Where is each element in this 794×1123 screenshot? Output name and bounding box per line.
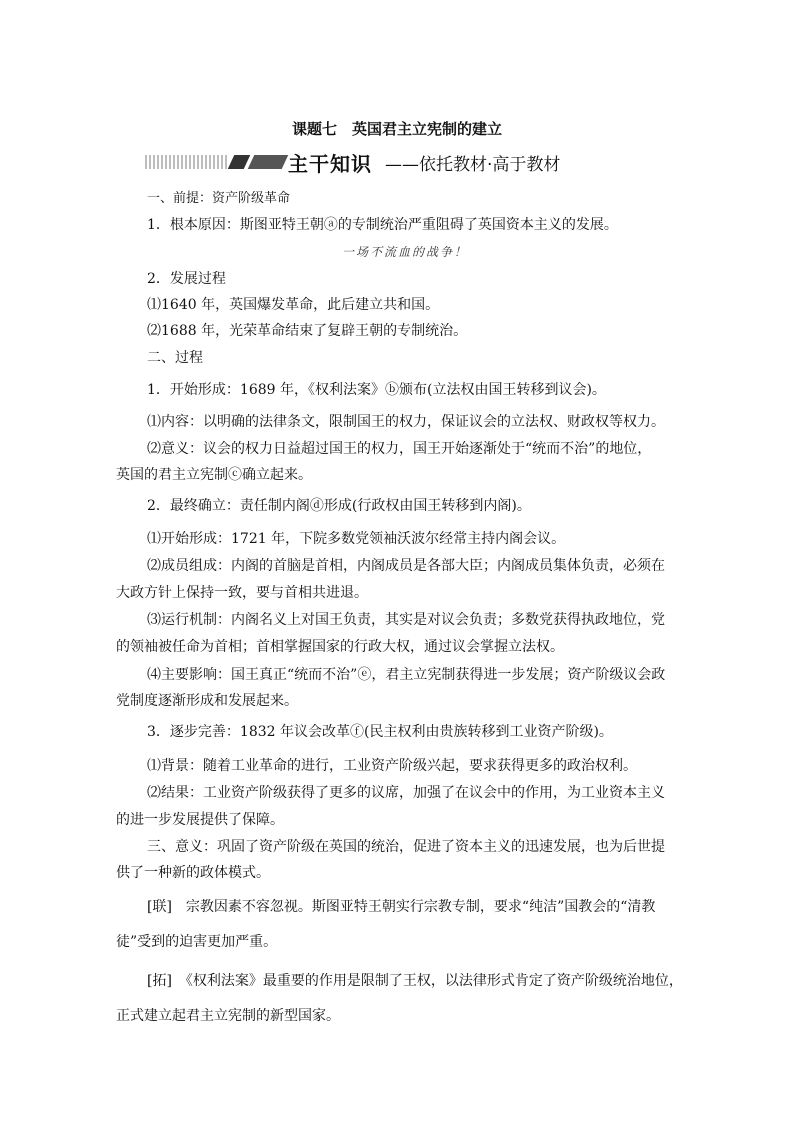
banner-subtitle: ——依托教材·高于教材 (385, 155, 561, 175)
paragraph-line: 英国的君主立宪制ⓒ确立起来。 (116, 467, 312, 483)
paragraph-line: ⑵意义：议会的权力日益超过国王的权力，国王开始逐渐处于“统而不治”的地位， (147, 441, 652, 457)
paragraph-line: ⑴1640 年，英国爆发革命，此后建立共和国。 (147, 297, 440, 313)
paragraph-line: ⑵结果：工业资产阶级获得了更多的议席，加强了在议会中的作用，为工业资本主义 (147, 785, 665, 801)
banner-bar-decoration (248, 155, 289, 169)
paragraph-line: ⑵成员组成：内阁的首脑是首相，内阁成员是各部大臣；内阁成员集体负责，必须在 (147, 558, 665, 574)
paragraph-line: 1．根本原因：斯图亚特王朝ⓐ的专制统治严重阻碍了英国资本主义的发展。 (147, 217, 618, 233)
paragraph-line: 大政方针上保持一致，要与首相共进退。 (116, 585, 368, 601)
paragraph-line: 三、意义：巩固了资产阶级在英国的统治，促进了资本主义的迅速发展，也为后世提 (147, 839, 665, 855)
section-heading: 二、过程 (147, 350, 203, 366)
paragraph-line: ⑴开始形成：1721 年，下院多数党领袖沃波尔经常主持内阁会议。 (147, 531, 566, 547)
paragraph-line: ⑴背景：随着工业革命的进行，工业资产阶级兴起，要求获得更多的政治权利。 (147, 758, 637, 774)
note-line: [联] 宗教因素不容忽视。斯图亚特王朝实行宗教专制，要求“纯洁”国教会的“清教 (147, 899, 656, 915)
banner-bar-decoration (228, 155, 251, 169)
page-title: 课题七 英国君主立宪制的建立 (291, 120, 502, 138)
paragraph-line: ⑷主要影响：国王真正“统而不治”ⓔ，君主立宪制获得进一步发展；资产阶级议会政 (147, 667, 666, 683)
note-line: 正式建立起君主立宪制的新型国家。 (116, 1008, 340, 1024)
paragraph-line: 党制度逐渐形成和发展起来。 (116, 693, 298, 709)
section-banner (145, 148, 665, 176)
banner-stripes-decoration (145, 155, 227, 169)
paragraph-line: ⑶运行机制：内阁名义上对国王负责，其实是对议会负责；多数党获得执政地位，党 (147, 612, 665, 628)
note-line: 徒”受到的迫害更加严重。 (116, 934, 278, 950)
paragraph-line: 供了一种新的政体模式。 (116, 865, 270, 881)
paragraph-line: 1．开始形成：1689 年，《权利法案》ⓑ颁布(立法权由国王转移到议会)。 (147, 382, 606, 398)
paragraph-line: 的领袖被任命为首相；首相掌握国家的行政大权，通过议会掌握立法权。 (116, 639, 564, 655)
note-line: [拓] 《权利法案》最重要的作用是限制了王权，以法律形式肯定了资产阶级统治地位， (147, 973, 683, 989)
paragraph-line: 3．逐步完善：1832 年议会改革ⓕ(民主权利由贵族转移到工业资产阶级)。 (147, 724, 613, 740)
banner-label: 主干知识 (288, 152, 372, 176)
paragraph-line: ⑴内容：以明确的法律条文，限制国王的权力，保证议会的立法权、财政权等权力。 (147, 414, 665, 430)
handwritten-annotation: 一场不流血的战争！ (342, 245, 469, 259)
paragraph-line: 2．发展过程 (147, 271, 226, 287)
paragraph-line: 的进一步发展提供了保障。 (116, 812, 284, 828)
section-heading: 一、前提：资产阶级革命 (147, 191, 291, 206)
paragraph-line: ⑵1688 年，光荣革命结束了复辟王朝的专制统治。 (147, 323, 468, 339)
paragraph-line: 2．最终确立：责任制内阁ⓓ形成(行政权由国王转移到内阁)。 (147, 498, 531, 514)
